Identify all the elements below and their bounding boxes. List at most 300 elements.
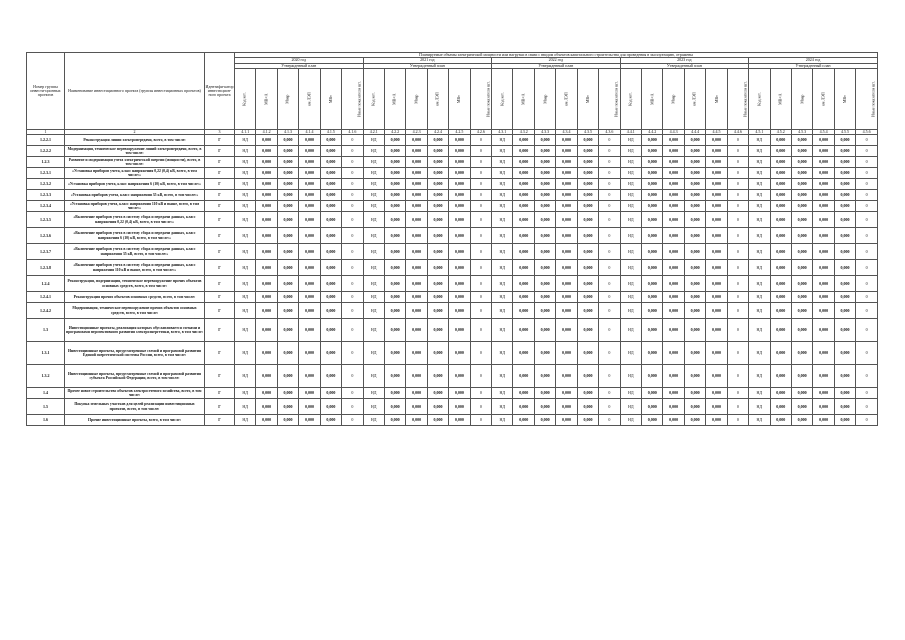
value-count: 0: [856, 157, 878, 168]
value-cell: 0,000: [663, 212, 684, 228]
subcol-label: Иные показатели шт.: [356, 81, 362, 117]
value-count: 0: [856, 228, 878, 244]
value-code: НД: [235, 228, 256, 244]
value-count: 0: [470, 260, 491, 276]
value-code: НД: [492, 201, 513, 212]
value-code: НД: [620, 399, 641, 415]
value-cell: 0,000: [513, 388, 534, 399]
value-cell: 0,000: [256, 146, 277, 157]
row-number: 1.2.3.1: [27, 168, 65, 179]
value-code: НД: [749, 388, 770, 399]
value-code: НД: [749, 190, 770, 201]
value-cell: 0,000: [706, 260, 727, 276]
value-count: 0: [727, 260, 748, 276]
value-cell: 0,000: [663, 228, 684, 244]
subcol-label: км ЛЭП: [563, 92, 569, 106]
value-cell: 0,000: [277, 342, 298, 365]
value-count: 0: [470, 135, 491, 146]
value-cell: 0,000: [577, 260, 598, 276]
value-cell: 0,000: [813, 388, 834, 399]
row-name: Реконструкция линии электропередачи, всего, в том числе:: [65, 135, 205, 146]
subcol-label: Мвар: [413, 94, 419, 104]
value-cell: 0,000: [663, 179, 684, 190]
subcol-label: МВ×А: [263, 93, 269, 105]
value-count: 0: [342, 179, 363, 190]
value-cell: 0,000: [770, 179, 791, 190]
value-code: НД: [235, 146, 256, 157]
value-code: НД: [620, 319, 641, 342]
value-code: НД: [749, 415, 770, 426]
value-cell: 0,000: [684, 292, 705, 303]
value-cell: 0,000: [770, 365, 791, 388]
value-code: НД: [363, 212, 384, 228]
value-cell: 0,000: [406, 135, 427, 146]
value-cell: 0,000: [449, 388, 470, 399]
value-cell: 0,000: [663, 201, 684, 212]
value-code: НД: [492, 244, 513, 260]
value-cell: 0,000: [791, 190, 812, 201]
value-cell: 0,000: [427, 135, 448, 146]
value-cell: 0,000: [449, 157, 470, 168]
value-cell: 0,000: [513, 319, 534, 342]
value-cell: 0,000: [513, 135, 534, 146]
col-id-header: Идентифи-катор инвестицион-ного проекта: [205, 53, 235, 130]
row-number: 1.6: [27, 415, 65, 426]
value-code: НД: [749, 276, 770, 292]
value-cell: 0,000: [277, 303, 298, 319]
value-cell: 0,000: [770, 146, 791, 157]
subcol-header: [770, 68, 791, 129]
subcol-header: [727, 68, 748, 129]
value-code: НД: [620, 201, 641, 212]
value-cell: 0,000: [556, 415, 577, 426]
value-cell: 0,000: [299, 342, 320, 365]
value-cell: 0,000: [770, 388, 791, 399]
value-count: 0: [727, 168, 748, 179]
value-cell: 0,000: [427, 212, 448, 228]
value-cell: 0,000: [684, 201, 705, 212]
row-number: 1.2.3.8: [27, 260, 65, 276]
value-cell: 0,000: [577, 190, 598, 201]
value-cell: 0,000: [813, 179, 834, 190]
value-cell: 0,000: [256, 201, 277, 212]
top-title-header: Планируемые объемы электрической мощности или нагрузки в связи с вводом объектов капитального строительства для проведения в эксплуатацию, отражены: [235, 53, 878, 58]
value-code: НД: [492, 135, 513, 146]
value-code: НД: [363, 292, 384, 303]
row-name: Реконструкция прочих объектов основных средств, всего, в том числе:: [65, 292, 205, 303]
value-cell: 0,000: [791, 365, 812, 388]
value-cell: 0,000: [320, 201, 341, 212]
value-count: 0: [727, 342, 748, 365]
value-cell: 0,000: [384, 190, 405, 201]
value-cell: 0,000: [663, 415, 684, 426]
value-cell: 0,000: [534, 260, 555, 276]
column-number: 4.1.1: [235, 129, 256, 134]
value-code: НД: [363, 157, 384, 168]
value-count: 0: [856, 146, 878, 157]
table-row: [27, 260, 878, 276]
value-count: 0: [599, 365, 620, 388]
table-row: [27, 228, 878, 244]
value-cell: 0,000: [706, 415, 727, 426]
value-cell: 0,000: [770, 292, 791, 303]
value-code: НД: [235, 303, 256, 319]
value-cell: 0,000: [513, 276, 534, 292]
value-cell: 0,000: [684, 276, 705, 292]
subcol-header: [620, 68, 641, 129]
value-cell: 0,000: [834, 303, 855, 319]
subcol-label: МВт: [327, 94, 333, 103]
value-cell: 0,000: [406, 168, 427, 179]
row-number: 1.2.2.1: [27, 135, 65, 146]
row-name: Развитие и модернизация учета электрической энергии (мощности), всего, в том числе:: [65, 157, 205, 168]
value-cell: 0,000: [642, 292, 663, 303]
row-number: 1.3: [27, 319, 65, 342]
value-code: НД: [620, 342, 641, 365]
value-count: 0: [342, 201, 363, 212]
subcol-header: [342, 68, 363, 129]
subcol-header: [320, 68, 341, 129]
value-cell: 0,000: [384, 303, 405, 319]
value-code: НД: [749, 399, 770, 415]
value-cell: 0,000: [813, 399, 834, 415]
value-cell: 0,000: [534, 415, 555, 426]
value-cell: 0,000: [706, 244, 727, 260]
value-cell: 0,000: [384, 319, 405, 342]
value-cell: 0,000: [406, 342, 427, 365]
subcol-header: [749, 68, 770, 129]
table-row: [27, 190, 878, 201]
value-cell: 0,000: [556, 212, 577, 228]
value-cell: 0,000: [556, 168, 577, 179]
subcol-label: Иные показатели шт.: [870, 81, 876, 117]
value-count: 0: [342, 135, 363, 146]
value-cell: 0,000: [256, 135, 277, 146]
value-cell: 0,000: [706, 365, 727, 388]
value-cell: 0,000: [320, 168, 341, 179]
value-cell: 0,000: [534, 342, 555, 365]
value-cell: 0,000: [256, 303, 277, 319]
value-cell: 0,000: [449, 228, 470, 244]
value-cell: 0,000: [299, 260, 320, 276]
value-cell: 0,000: [684, 388, 705, 399]
value-count: 0: [599, 415, 620, 426]
value-count: 0: [856, 276, 878, 292]
subcol-label: Код кот.: [756, 92, 762, 106]
value-cell: 0,000: [449, 415, 470, 426]
table-row: [27, 292, 878, 303]
value-count: 0: [599, 190, 620, 201]
value-code: НД: [620, 365, 641, 388]
value-code: НД: [492, 388, 513, 399]
value-cell: 0,000: [642, 319, 663, 342]
value-cell: 0,000: [684, 415, 705, 426]
value-cell: 0,000: [277, 146, 298, 157]
value-count: 0: [342, 292, 363, 303]
value-count: 0: [727, 244, 748, 260]
value-cell: 0,000: [813, 201, 834, 212]
plan-header: Утвержденный план: [749, 63, 878, 68]
value-count: 0: [599, 228, 620, 244]
value-cell: 0,000: [513, 190, 534, 201]
value-count: 0: [727, 212, 748, 228]
row-name: «Установка приборов учета, класс напряжения 35 кВ, всего, в том числе:»: [65, 190, 205, 201]
value-code: НД: [620, 228, 641, 244]
value-code: НД: [620, 260, 641, 276]
year-header: 2021 год: [363, 58, 492, 63]
value-count: 0: [727, 276, 748, 292]
value-cell: 0,000: [642, 342, 663, 365]
value-code: НД: [363, 319, 384, 342]
plan-header: Утвержденный план: [363, 63, 492, 68]
value-count: 0: [727, 399, 748, 415]
row-name: Модернизация, техническое перевооружение прочих объектов основных средств, всего, в том числе:: [65, 303, 205, 319]
column-number: 1: [27, 129, 65, 134]
value-cell: 0,000: [277, 276, 298, 292]
value-cell: 0,000: [770, 244, 791, 260]
value-count: 0: [599, 201, 620, 212]
value-cell: 0,000: [706, 157, 727, 168]
value-cell: 0,000: [406, 244, 427, 260]
value-cell: 0,000: [706, 212, 727, 228]
subcol-label: Код кот.: [499, 92, 505, 106]
value-cell: 0,000: [513, 292, 534, 303]
value-cell: 0,000: [320, 365, 341, 388]
value-code: НД: [620, 135, 641, 146]
value-cell: 0,000: [320, 179, 341, 190]
row-number: 1.2.4.1: [27, 292, 65, 303]
value-code: НД: [749, 157, 770, 168]
value-code: НД: [363, 168, 384, 179]
value-cell: 0,000: [577, 179, 598, 190]
value-cell: 0,000: [320, 399, 341, 415]
value-count: 0: [599, 276, 620, 292]
column-number: 4.4.3: [663, 129, 684, 134]
value-count: 0: [856, 244, 878, 260]
row-id: Г: [205, 365, 235, 388]
value-cell: 0,000: [706, 179, 727, 190]
value-cell: 0,000: [663, 303, 684, 319]
value-cell: 0,000: [663, 260, 684, 276]
value-count: 0: [599, 303, 620, 319]
row-id: Г: [205, 146, 235, 157]
value-count: 0: [599, 260, 620, 276]
table-row: [27, 244, 878, 260]
table-row: [27, 399, 878, 415]
year-header: 2020 год: [235, 58, 364, 63]
value-cell: 0,000: [320, 319, 341, 342]
value-count: 0: [470, 415, 491, 426]
value-cell: 0,000: [770, 276, 791, 292]
value-code: НД: [749, 303, 770, 319]
value-cell: 0,000: [706, 303, 727, 319]
value-code: НД: [492, 399, 513, 415]
table-row: [27, 201, 878, 212]
value-count: 0: [342, 228, 363, 244]
value-cell: 0,000: [320, 244, 341, 260]
value-code: НД: [492, 179, 513, 190]
row-number: 1.2.3.7: [27, 244, 65, 260]
table-row: [27, 212, 878, 228]
value-count: 0: [727, 388, 748, 399]
value-cell: 0,000: [577, 276, 598, 292]
value-code: НД: [620, 276, 641, 292]
value-cell: 0,000: [277, 179, 298, 190]
value-count: 0: [470, 365, 491, 388]
value-cell: 0,000: [770, 190, 791, 201]
value-cell: 0,000: [299, 244, 320, 260]
value-cell: 0,000: [320, 260, 341, 276]
value-code: НД: [235, 292, 256, 303]
column-number: 4.2.4: [427, 129, 448, 134]
row-id: Г: [205, 157, 235, 168]
value-cell: 0,000: [834, 135, 855, 146]
value-cell: 0,000: [577, 319, 598, 342]
value-cell: 0,000: [684, 365, 705, 388]
value-cell: 0,000: [577, 342, 598, 365]
row-number: 1.2.3: [27, 157, 65, 168]
value-cell: 0,000: [813, 135, 834, 146]
value-cell: 0,000: [534, 276, 555, 292]
value-cell: 0,000: [684, 244, 705, 260]
value-cell: 0,000: [770, 135, 791, 146]
value-cell: 0,000: [384, 146, 405, 157]
value-cell: 0,000: [706, 276, 727, 292]
column-number: 4.1.5: [320, 129, 341, 134]
value-count: 0: [470, 399, 491, 415]
value-cell: 0,000: [663, 292, 684, 303]
value-cell: 0,000: [449, 201, 470, 212]
value-cell: 0,000: [534, 388, 555, 399]
value-count: 0: [470, 212, 491, 228]
value-code: НД: [492, 228, 513, 244]
value-cell: 0,000: [642, 260, 663, 276]
subcol-label: Мвар: [670, 94, 676, 104]
value-cell: 0,000: [791, 399, 812, 415]
value-cell: 0,000: [427, 146, 448, 157]
value-count: 0: [599, 319, 620, 342]
value-cell: 0,000: [834, 190, 855, 201]
value-count: 0: [856, 303, 878, 319]
table-row: [27, 319, 878, 342]
value-cell: 0,000: [277, 388, 298, 399]
value-cell: 0,000: [427, 388, 448, 399]
row-id: Г: [205, 168, 235, 179]
value-cell: 0,000: [256, 244, 277, 260]
value-count: 0: [342, 388, 363, 399]
value-cell: 0,000: [256, 276, 277, 292]
value-count: 0: [599, 157, 620, 168]
value-cell: 0,000: [427, 303, 448, 319]
value-count: 0: [599, 292, 620, 303]
value-count: 0: [470, 342, 491, 365]
value-cell: 0,000: [577, 135, 598, 146]
subcol-label: МВт: [841, 94, 847, 103]
value-count: 0: [470, 319, 491, 342]
value-cell: 0,000: [642, 228, 663, 244]
value-count: 0: [599, 244, 620, 260]
value-cell: 0,000: [513, 157, 534, 168]
subcol-label: км ЛЭП: [306, 92, 312, 106]
value-cell: 0,000: [534, 303, 555, 319]
value-cell: 0,000: [642, 276, 663, 292]
value-cell: 0,000: [813, 415, 834, 426]
value-count: 0: [599, 388, 620, 399]
value-cell: 0,000: [770, 260, 791, 276]
value-cell: 0,000: [449, 135, 470, 146]
column-number: 4.2.2: [384, 129, 405, 134]
value-cell: 0,000: [770, 399, 791, 415]
value-cell: 0,000: [577, 399, 598, 415]
value-cell: 0,000: [427, 399, 448, 415]
value-cell: 0,000: [642, 135, 663, 146]
value-cell: 0,000: [577, 146, 598, 157]
value-count: 0: [856, 415, 878, 426]
subcol-label: Мвар: [799, 94, 805, 104]
table-row: [27, 342, 878, 365]
value-cell: 0,000: [513, 260, 534, 276]
value-cell: 0,000: [791, 388, 812, 399]
value-cell: 0,000: [277, 399, 298, 415]
value-cell: 0,000: [406, 319, 427, 342]
investment-table: [26, 52, 878, 426]
value-cell: 0,000: [834, 260, 855, 276]
value-cell: 0,000: [706, 201, 727, 212]
value-cell: 0,000: [534, 157, 555, 168]
value-cell: 0,000: [791, 276, 812, 292]
subcol-header: [256, 68, 277, 129]
value-count: 0: [599, 168, 620, 179]
value-code: НД: [235, 201, 256, 212]
column-number: 4.3.2: [513, 129, 534, 134]
value-cell: 0,000: [277, 212, 298, 228]
row-name: «Установка приборов учета, класс напряжения 110 кВ и выше, всего, в том числе:»: [65, 201, 205, 212]
value-count: 0: [470, 292, 491, 303]
value-cell: 0,000: [834, 292, 855, 303]
value-cell: 0,000: [556, 146, 577, 157]
value-count: 0: [727, 303, 748, 319]
value-count: 0: [342, 190, 363, 201]
table-row: [27, 168, 878, 179]
row-name: Прочее новое строительство объектов электросетевого хозяйства, всего, в том числе:: [65, 388, 205, 399]
value-cell: 0,000: [320, 157, 341, 168]
value-cell: 0,000: [256, 319, 277, 342]
value-cell: 0,000: [642, 399, 663, 415]
value-code: НД: [492, 365, 513, 388]
subcol-label: км ЛЭП: [434, 92, 440, 106]
value-cell: 0,000: [791, 244, 812, 260]
row-id: Г: [205, 212, 235, 228]
value-count: 0: [342, 399, 363, 415]
row-id: Г: [205, 342, 235, 365]
value-cell: 0,000: [513, 342, 534, 365]
value-cell: 0,000: [706, 135, 727, 146]
value-cell: 0,000: [427, 415, 448, 426]
value-cell: 0,000: [299, 190, 320, 201]
subcol-header: [406, 68, 427, 129]
value-cell: 0,000: [813, 276, 834, 292]
value-count: 0: [342, 303, 363, 319]
subcol-header: [577, 68, 598, 129]
value-cell: 0,000: [256, 190, 277, 201]
value-cell: 0,000: [449, 168, 470, 179]
value-cell: 0,000: [577, 168, 598, 179]
subcol-header: [556, 68, 577, 129]
value-code: НД: [492, 415, 513, 426]
value-cell: 0,000: [277, 190, 298, 201]
value-count: 0: [727, 415, 748, 426]
value-cell: 0,000: [770, 303, 791, 319]
